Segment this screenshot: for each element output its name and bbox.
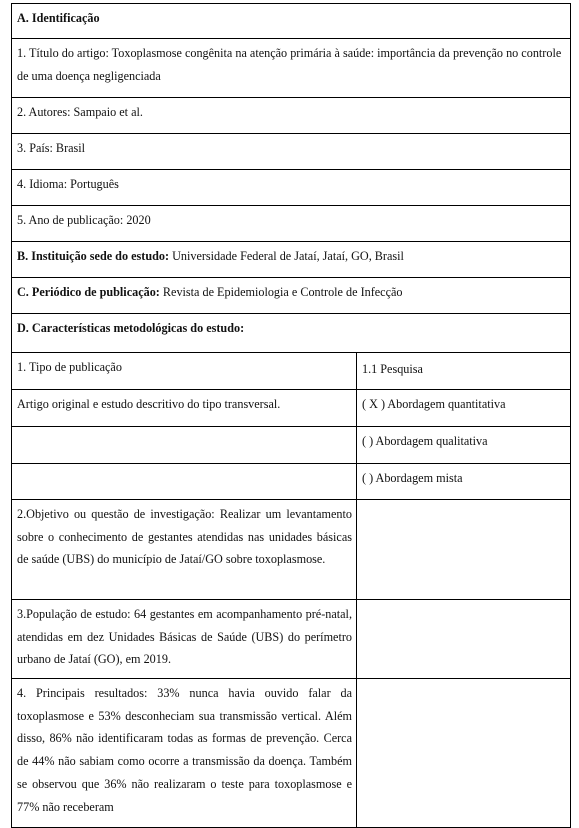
population-cell — [11, 599, 358, 679]
pub-type-value: Artigo original e estudo descritivo do tipo transversal. — [17, 397, 281, 411]
population-empty-cell — [356, 599, 571, 679]
authors-text: 2. Autores: Sampaio et al. — [17, 105, 143, 119]
section-d-header — [11, 313, 571, 353]
results-cell — [11, 678, 358, 828]
language-row — [11, 169, 571, 206]
periodical-label: C. Periódico de publicação: — [17, 285, 160, 299]
section-c-row — [11, 277, 571, 314]
section-d-title: D. Características metodológicas do estudo: — [17, 321, 245, 335]
country-row — [11, 133, 571, 170]
population-text: 3.População de estudo: 64 gestantes em acompanhamento pré-natal, atendidas em dez Unidades Básicas de Saúde (UBS) do perímetro urbano de Jataí (GO), em 2019. — [17, 607, 352, 667]
year-text: 5. Ano de publicação: 2020 — [17, 213, 151, 227]
objective-text: 2.Objetivo ou questão de investigação: Realizar um levantamento sobre o conhecimento de gestantes atendidas nas unidades básicas de saúde (UBS) do município de Jataí/GO sobre toxoplasmose. — [17, 507, 352, 567]
approach-mixed-cell — [356, 463, 571, 500]
research-label-cell — [356, 352, 571, 390]
section-b-row — [11, 241, 571, 278]
language-text: 4. Idioma: Português — [17, 177, 119, 191]
objective-cell — [11, 499, 358, 600]
section-a-header — [11, 3, 571, 39]
approach-qualitative: ( ) Abordagem qualitativa — [362, 434, 488, 448]
pub-type-label: 1. Tipo de publicação — [17, 360, 122, 374]
authors-row — [11, 97, 571, 134]
approach-qualitative-cell — [356, 426, 571, 464]
research-label: 1.1 Pesquisa — [362, 362, 423, 376]
institution-label: B. Instituição sede do estudo: — [17, 249, 170, 263]
results-empty-cell — [356, 678, 571, 828]
article-title-text: 1. Título do artigo: Toxoplasmose congênita na atenção primária à saúde: importância da prevenção no controle de uma doença negligenciada — [17, 46, 562, 83]
objective-empty-cell — [356, 499, 571, 600]
approach-quantitative-cell — [356, 389, 571, 427]
year-row — [11, 205, 571, 242]
institution-value: Universidade Federal de Jataí, Jataí, GO, Brasil — [169, 249, 404, 263]
approach-mixed: ( ) Abordagem mista — [362, 471, 463, 485]
periodical-line — [17, 281, 565, 304]
results-text: 4. Principais resultados: 33% nunca havia ouvido falar da toxoplasmose e 53% desconheciam sua transmissão vertical. Além disso, 86% não identificaram todas as formas de prevenção. Cerca de 44% não sabiam como ocorre a transmissão da doença. Também se observou que 36% não realizaram o teste para toxoplasmose e 77% não receberam — [17, 686, 352, 814]
section-a-title: A. Identificação — [17, 11, 100, 25]
empty-cell-2 — [11, 463, 358, 500]
country-text: 3. País: Brasil — [17, 141, 86, 155]
periodical-value: Revista de Epidemiologia e Controle de Infecção — [159, 285, 403, 299]
empty-cell-1 — [11, 426, 358, 464]
approach-quantitative: ( X ) Abordagem quantitativa — [362, 397, 506, 411]
article-title-row — [11, 38, 571, 98]
pub-type-label-cell — [11, 352, 358, 390]
pub-type-value-cell — [11, 389, 358, 427]
institution-line — [17, 245, 565, 268]
